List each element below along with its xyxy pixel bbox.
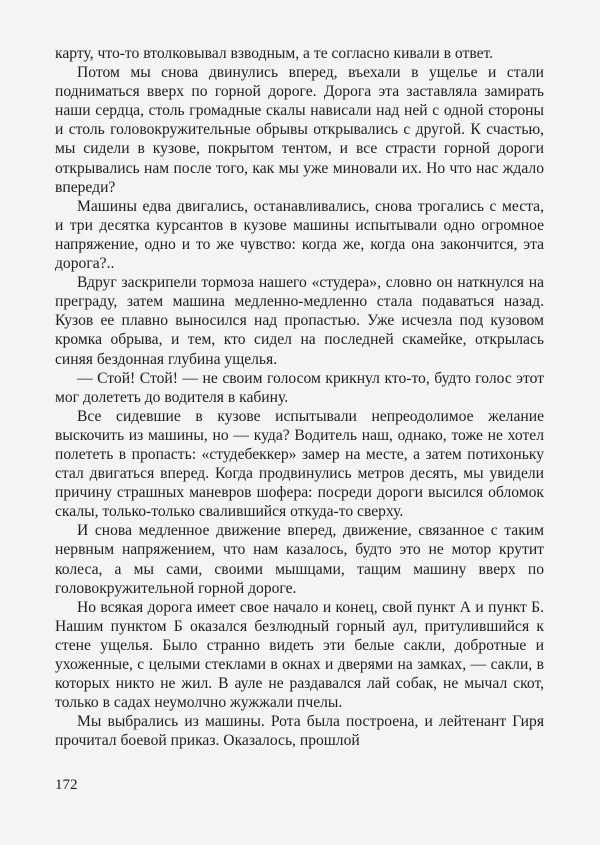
paragraph: И снова медленное движение вперед, движение, связанное с таким нервным напряжением, что нам казалось, будто это не мотор крутит колеса, а мы сами, своими мышцами, тащим машину вверх по головокружительной горной дороге. (55, 522, 544, 597)
paragraph: Вдруг заскрипели тормоза нашего «студера», словно он наткнулся на преграду, затем машина медленно-медленно стала подаваться назад. Кузов ее плавно выносился над пропастью. Уже исчезла под кузовом кромка обрыва, и тем, кто сидел на последней скамейке, открылась синяя бездонная глубина ущелья. (55, 274, 544, 368)
paragraph: Машины едва двигались, останавливались, снова трогались с места, и три десятка курсантов в кузове машины испытывали одно огромное напряжение, одно и то же чувство: когда же, когда она закончится, эта дорога?.. (55, 197, 544, 273)
paragraph: Потом мы снова двинулись вперед, въехали в ущелье и стали подниматься вверх по горной дороге. Дорога эта заставляла замирать наши сердца, столь громадные скалы нависали над ней с одной стороны и столь головокружительные обрывы открывались с другой. К счастью, мы сидели в кузове, покрытом тентом, и все страсти горной дороги открывались нам после того, как мы уже миновали их. Но что нас ждало впереди? (55, 64, 544, 196)
paragraph: Все сидевшие в кузове испытывали непреодолимое желание выскочить из машины, но — куда? Водитель наш, однако, тоже не хотел полететь в пропасть: «студебеккер» замер на месте, а затем потихоньку стал двигаться вперед. Когда продвинулись метров десять, мы увидели причину страшных маневров шофера: посреди дороги высился обломок скалы, только-только свалившийся откуда-то сверху. (55, 407, 544, 521)
page-number: 172 (55, 777, 78, 793)
paragraph: — Стой! Стой! — не своим голосом крикнул кто-то, будто голос этот мог долететь до водителя в кабину. (55, 369, 544, 406)
body-text (55, 44, 544, 750)
paragraph: Но всякая дорога имеет свое начало и конец, свой пункт А и пункт Б. Нашим пунктом Б оказался безлюдный горный аул, притулившийся к стене ущелья. Было странно видеть эти белые сакли, добротные и ухоженные, с целыми стеклами в окнах и дверями на замках, — сакли, в которых никто не жил. В ауле не раздавался лай собак, не мычал скот, только в садах неумолчно жужжали пчелы. (55, 598, 544, 712)
paragraph: Мы выбрались из машины. Рота была построена, и лейтенант Гиря прочитал боевой приказ. Оказалось, прошлой (55, 713, 544, 750)
paragraph: карту, что-то втолковывал взводным, а те согласно кивали в ответ. (55, 45, 494, 62)
